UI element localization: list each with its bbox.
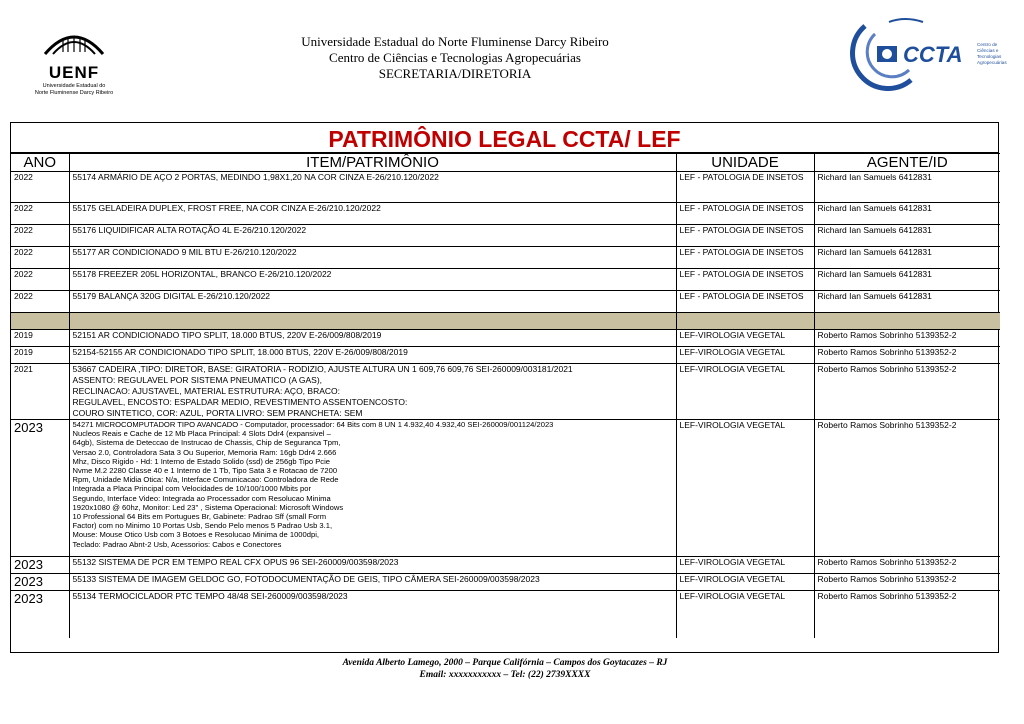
cell-unidade: LEF - PATOLOGIA DE INSETOS bbox=[676, 269, 814, 291]
cell-agente: Richard Ian Samuels 6412831 bbox=[814, 269, 1000, 291]
cell-agente: Roberto Ramos Sobrinho 5139352-2 bbox=[814, 557, 1000, 574]
cell-agente: Roberto Ramos Sobrinho 5139352-2 bbox=[814, 591, 1000, 638]
cell-unidade: LEF-VIROLOGIA VEGETAL bbox=[676, 364, 814, 420]
column-header-item: ITEM/PATRIMÔNIO bbox=[69, 154, 676, 172]
cell-unidade: LEF-VIROLOGIA VEGETAL bbox=[676, 574, 814, 591]
cell-unidade: LEF-VIROLOGIA VEGETAL bbox=[676, 557, 814, 574]
header-department: SECRETARIA/DIRETORIA bbox=[378, 66, 532, 81]
cell-agente: Roberto Ramos Sobrinho 5139352-2 bbox=[814, 420, 1000, 557]
table-row bbox=[11, 330, 1000, 347]
cell-ano: 2022 bbox=[11, 172, 69, 203]
cell-ano: 2023 bbox=[11, 557, 69, 574]
table-row bbox=[11, 269, 1000, 291]
cell-ano: 2019 bbox=[11, 330, 69, 347]
table-row bbox=[11, 364, 1000, 420]
cell-agente: Richard Ian Samuels 6412831 bbox=[814, 172, 1000, 203]
cell-ano: 2022 bbox=[11, 247, 69, 269]
ccta-logo bbox=[835, 14, 1013, 94]
document-title: PATRIMÔNIO LEGAL CCTA/ LEF bbox=[11, 123, 998, 153]
cell-agente: Richard Ian Samuels 6412831 bbox=[814, 291, 1000, 313]
cell-item: 55179 BALANÇA 320G DIGITAL E-26/210.120/2022 bbox=[69, 291, 676, 313]
asset-table bbox=[11, 153, 1000, 638]
cell-ano: 2022 bbox=[11, 225, 69, 247]
header-university: Universidade Estadual do Norte Fluminense Darcy Ribeiro bbox=[301, 34, 609, 49]
cell-item: 55176 LIQUIDIFICAR ALTA ROTAÇÃO 4L E-26/210.120/2022 bbox=[69, 225, 676, 247]
cell-item: 52154-52155 AR CONDICIONADO TIPO SPLIT, 18.000 BTUS, 220V E-26/009/808/2019 bbox=[69, 347, 676, 364]
table-row bbox=[11, 172, 1000, 203]
footer-address: Avenida Alberto Lamego, 2000 – Parque Califórnia – Campos dos Goytacazes – RJ bbox=[342, 658, 668, 668]
cell-unidade: LEF - PATOLOGIA DE INSETOS bbox=[676, 203, 814, 225]
cell-unidade: LEF - PATOLOGIA DE INSETOS bbox=[676, 247, 814, 269]
page-footer bbox=[200, 657, 810, 681]
cell-item: 54271 MICROCOMPUTADOR TIPO AVANCADO - Computador, processador: 64 Bits com 8 UN 1 4.932,40 4.932,40 SEI-260009/001124/2023 Nucleos Reais e Cache de 12 Mb Placa Principal: 4 Slots Ddr4 (expansivel – 64gb), Sistema de Deteccao de Instrucao de Chassis, Chip de Seguranca Tpm, Versao 2.0, Controladora Sata 3 Ou Superior, Memoria Ram: 16gb Ddr4 2.666 Mhz, Disco Rigido - Hd: 1 Interno de Estado Solido (ssd) de 256gb Tipo Pcie Nvme M.2 2280 Classe 40 e 1 Interno de 1 Tb, Tipo Sata 3 e Rotacao de 7200 Rpm, Unidade Midia Otica: N/a, Interface Comunicacao: Controladora de Rede Integrada a Placa Principal com Velocidades de 10/100/1000 Mbits por Segundo, Interface Video: Integrada ao Processador com Resolucao Minima 1920x1080 @ 60hz, Monitor: Led 23'' , Sistema Operacional: Microsoft Windows 10 Professional 64 Bits em Portugues Br, Gabinete: Padrao Sff (small Form Factor) com no Minimo 10 Portas Usb, Sendo Pelo menos 5 Padrao Usb 3.1, Mouse: Mouse Otico Usb com 3 Botoes e Resolucao Minima de 1000dpi, Teclado: Padrao Abnt-2 Usb, Acessorios: Cabos e Conectores bbox=[69, 420, 676, 557]
cell-unidade: LEF-VIROLOGIA VEGETAL bbox=[676, 330, 814, 347]
cell-item: 55134 TERMOCICLADOR PTC TEMPO 48/48 SEI-260009/003598/2023 bbox=[69, 591, 676, 638]
table-row bbox=[11, 347, 1000, 364]
cell-ano: 2022 bbox=[11, 269, 69, 291]
cell-ano: 2023 bbox=[11, 574, 69, 591]
cell-item bbox=[69, 313, 676, 330]
table-row bbox=[11, 420, 1000, 557]
cell-ano: 2023 bbox=[11, 420, 69, 557]
cell-unidade bbox=[676, 313, 814, 330]
cell-ano: 2022 bbox=[11, 291, 69, 313]
footer-contact: Email: xxxxxxxxxxx – Tel: (22) 2739XXXX bbox=[419, 670, 591, 680]
cell-item: 52151 AR CONDICIONADO TIPO SPLIT, 18.000 BTUS, 220V E-26/009/808/2019 bbox=[69, 330, 676, 347]
cell-ano: 2019 bbox=[11, 347, 69, 364]
column-header-agente: AGENTE/ID bbox=[814, 154, 1000, 172]
cell-unidade: LEF-VIROLOGIA VEGETAL bbox=[676, 591, 814, 638]
cell-ano: 2022 bbox=[11, 203, 69, 225]
cell-ano bbox=[11, 313, 69, 330]
cell-ano: 2023 bbox=[11, 591, 69, 638]
cell-agente: Richard Ian Samuels 6412831 bbox=[814, 203, 1000, 225]
cell-agente: Roberto Ramos Sobrinho 5139352-2 bbox=[814, 364, 1000, 420]
separator-row bbox=[11, 313, 1000, 330]
ccta-wordmark: CCTA bbox=[903, 42, 963, 67]
uenf-wordmark: UENF bbox=[48, 63, 100, 82]
table-row bbox=[11, 225, 1000, 247]
cell-item: 55177 AR CONDICIONADO 9 MIL BTU E-26/210.120/2022 bbox=[69, 247, 676, 269]
uenf-subtitle-1: Universidade Estadual do bbox=[42, 83, 106, 89]
table-row bbox=[11, 247, 1000, 269]
table-row bbox=[11, 557, 1000, 574]
cell-item: 55175 GELADEIRA DUPLEX, FROST FREE, NA COR CINZA E-26/210.120/2022 bbox=[69, 203, 676, 225]
cell-unidade: LEF - PATOLOGIA DE INSETOS bbox=[676, 172, 814, 203]
table-row bbox=[11, 203, 1000, 225]
cell-item: 55178 FREEZER 205L HORIZONTAL, BRANCO E-26/210.120/2022 bbox=[69, 269, 676, 291]
table-row bbox=[11, 291, 1000, 313]
cell-agente bbox=[814, 313, 1000, 330]
cell-agente: Roberto Ramos Sobrinho 5139352-2 bbox=[814, 330, 1000, 347]
ccta-subtitle: Centro de Ciências e Tecnologias Agropecuárias bbox=[977, 42, 1007, 65]
cell-unidade: LEF-VIROLOGIA VEGETAL bbox=[676, 420, 814, 557]
header-center: Centro de Ciências e Tecnologias Agropecuárias bbox=[329, 50, 581, 65]
cell-ano: 2021 bbox=[11, 364, 69, 420]
cell-unidade: LEF - PATOLOGIA DE INSETOS bbox=[676, 225, 814, 247]
cell-agente: Roberto Ramos Sobrinho 5139352-2 bbox=[814, 347, 1000, 364]
table-header-row bbox=[11, 154, 1000, 172]
cell-item: 53667 CADEIRA ,TIPO: DIRETOR, BASE: GIRATORIA - RODIZIO, AJUSTE ALTURA UN 1 609,76 609,76 SEI-260009/003181/2021 ASSENTO: REGULAVEL POR SISTEMA PNEUMATICO (A GAS), RECLINACAO: AJUSTAVEL, MATERIAL ESTRUTURA: AÇO, BRACO: REGULAVEL, ENCOSTO: ESPALDAR MEDIO, REVESTIMENTO ASSENTOENCOSTO: COURO SINTETICO, COR: AZUL, PORTA LIVRO: SEM PRANCHETA: SEM bbox=[69, 364, 676, 420]
table-row bbox=[11, 574, 1000, 591]
column-header-unidade: UNIDADE bbox=[676, 154, 814, 172]
cell-item: 55133 SISTEMA DE IMAGEM GELDOC GO, FOTODOCUMENTAÇÃO DE GEIS, TIPO CÂMERA SEI-260009/003598/2023 bbox=[69, 574, 676, 591]
uenf-emblem-icon bbox=[39, 26, 109, 56]
cell-item: 55174 ARMÁRIO DE AÇO 2 PORTAS, MEDINDO 1,98X1,20 NA COR CINZA E-26/210.120/2022 bbox=[69, 172, 676, 203]
institution-header bbox=[250, 34, 660, 82]
cell-agente: Roberto Ramos Sobrinho 5139352-2 bbox=[814, 574, 1000, 591]
cell-agente: Richard Ian Samuels 6412831 bbox=[814, 247, 1000, 269]
uenf-logo bbox=[28, 26, 120, 94]
cell-item: 55132 SISTEMA DE PCR EM TEMPO REAL CFX OPUS 96 SEI-260009/003598/2023 bbox=[69, 557, 676, 574]
table-row bbox=[11, 591, 1000, 638]
cell-unidade: LEF-VIROLOGIA VEGETAL bbox=[676, 347, 814, 364]
column-header-ano: ANO bbox=[11, 154, 69, 172]
asset-document bbox=[10, 122, 999, 653]
cell-agente: Richard Ian Samuels 6412831 bbox=[814, 225, 1000, 247]
cell-unidade: LEF - PATOLOGIA DE INSETOS bbox=[676, 291, 814, 313]
uenf-subtitle-2: Norte Fluminense Darcy Ribeiro bbox=[34, 89, 114, 96]
